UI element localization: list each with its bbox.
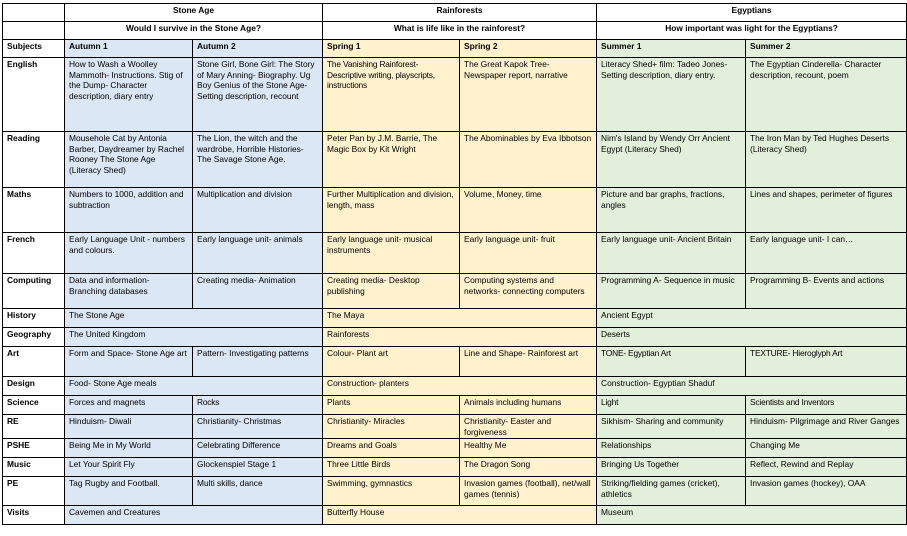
- cell-summer-2: The Egyptian Cinderella- Character description, recount, poem: [746, 58, 907, 132]
- subjects-header: Subjects: [3, 40, 65, 58]
- cell-summer-1: Bringing Us Together: [597, 458, 746, 477]
- cell-spring-1: Swimming, gymnastics: [323, 477, 460, 506]
- cell-summer-1: Nim's Island by Wendy Orr Ancient Egypt (Literacy Shed): [597, 132, 746, 188]
- cell-spring-1: Peter Pan by J.M. Barrie, The Magic Box by Kit Wright: [323, 132, 460, 188]
- cell-autumn: Food- Stone Age meals: [65, 377, 323, 396]
- subject-label: Geography: [3, 328, 65, 347]
- subject-label: French: [3, 233, 65, 274]
- row-music: [3, 458, 907, 477]
- cell-spring: Construction- planters: [323, 377, 597, 396]
- cell-summer-2: TEXTURE- Hieroglyph Art: [746, 347, 907, 377]
- cell-summer-2: Reflect, Rewind and Replay: [746, 458, 907, 477]
- cell-summer-2: Changing Me: [746, 439, 907, 458]
- cell-summer-2: Hinduism- Pilgrimage and River Ganges: [746, 415, 907, 439]
- cell-autumn-1: Being Me in My World: [65, 439, 193, 458]
- cell-autumn-2: Glockenspiel Stage 1: [193, 458, 323, 477]
- cell-autumn-2: Rocks: [193, 396, 323, 415]
- cell-spring-2: Animals including humans: [460, 396, 597, 415]
- cell-spring: The Maya: [323, 309, 597, 328]
- terms-row: [3, 40, 907, 58]
- cell-spring-1: The Vanishing Rainforest- Descriptive writing, playscripts, instructions: [323, 58, 460, 132]
- cell-spring: Butterfly House: [323, 506, 597, 525]
- cell-spring: Rainforests: [323, 328, 597, 347]
- cell-spring-2: Line and Shape- Rainforest art: [460, 347, 597, 377]
- cell-spring-1: Creating media- Desktop publishing: [323, 274, 460, 309]
- subject-label: PE: [3, 477, 65, 506]
- term-summer-1: Summer 1: [597, 40, 746, 58]
- cell-autumn: Cavemen and Creatures: [65, 506, 323, 525]
- row-french: [3, 233, 907, 274]
- row-re: [3, 415, 907, 439]
- row-geography: [3, 328, 907, 347]
- row-pe: [3, 477, 907, 506]
- subject-label: History: [3, 309, 65, 328]
- cell-autumn-2: Multiplication and division: [193, 188, 323, 233]
- cell-spring-1: Further Multiplication and division, length, mass: [323, 188, 460, 233]
- cell-summer-1: Early language unit- Ancient Britain: [597, 233, 746, 274]
- topic-row: [3, 4, 907, 22]
- row-reading: [3, 132, 907, 188]
- cell-spring-1: Plants: [323, 396, 460, 415]
- subject-label: Reading: [3, 132, 65, 188]
- cell-autumn: The Stone Age: [65, 309, 323, 328]
- subject-label: Computing: [3, 274, 65, 309]
- cell-summer: Museum: [597, 506, 907, 525]
- subject-label: Art: [3, 347, 65, 377]
- corner-cell: [3, 4, 65, 22]
- subject-label: PSHE: [3, 439, 65, 458]
- term-autumn-1: Autumn 1: [65, 40, 193, 58]
- cell-autumn-2: Pattern- Investigating patterns: [193, 347, 323, 377]
- cell-summer-1: Sikhism- Sharing and community: [597, 415, 746, 439]
- cell-autumn-2: Creating media- Animation: [193, 274, 323, 309]
- row-science: [3, 396, 907, 415]
- cell-autumn-2: Stone Girl, Bone Girl: The Story of Mary Anning- Biography. Ug Boy Genius of the Stone Age- Setting description, recount: [193, 58, 323, 132]
- subject-label: Design: [3, 377, 65, 396]
- cell-autumn-2: Multi skills, dance: [193, 477, 323, 506]
- cell-autumn-2: Early language unit- animals: [193, 233, 323, 274]
- curriculum-table: [2, 3, 907, 525]
- row-pshe: [3, 439, 907, 458]
- row-design: [3, 377, 907, 396]
- cell-autumn-2: Celebrating Difference: [193, 439, 323, 458]
- cell-autumn-1: Forces and magnets: [65, 396, 193, 415]
- cell-autumn-1: Early Language Unit - numbers and colours.: [65, 233, 193, 274]
- cell-autumn-2: The Lion, the witch and the wardrobe, Horrible Histories- The Savage Stone Age.: [193, 132, 323, 188]
- row-maths: [3, 188, 907, 233]
- topic-egyptians: Egyptians: [597, 4, 907, 22]
- cell-spring-2: Volume, Money, time: [460, 188, 597, 233]
- question-autumn: Would I survive in the Stone Age?: [65, 22, 323, 40]
- topic-rainforests: Rainforests: [323, 4, 597, 22]
- cell-summer: Ancient Egypt: [597, 309, 907, 328]
- cell-summer-1: Relationships: [597, 439, 746, 458]
- cell-spring-2: Christianity- Easter and forgiveness: [460, 415, 597, 439]
- term-spring-1: Spring 1: [323, 40, 460, 58]
- row-english: [3, 58, 907, 132]
- cell-autumn-1: Tag Rugby and Football.: [65, 477, 193, 506]
- question-summer: How important was light for the Egyptians?: [597, 22, 907, 40]
- cell-autumn-2: Christianity- Christmas: [193, 415, 323, 439]
- question-spring: What is life like in the rainforest?: [323, 22, 597, 40]
- cell-autumn-1: Data and information- Branching databases: [65, 274, 193, 309]
- question-row: [3, 22, 907, 40]
- subject-label: RE: [3, 415, 65, 439]
- cell-summer-1: Picture and bar graphs, fractions, angles: [597, 188, 746, 233]
- cell-spring-2: The Abominables by Eva Ibbotson: [460, 132, 597, 188]
- cell-summer-2: Scientists and Inventors: [746, 396, 907, 415]
- subject-label: Maths: [3, 188, 65, 233]
- term-summer-2: Summer 2: [746, 40, 907, 58]
- cell-summer-2: Lines and shapes, perimeter of figures: [746, 188, 907, 233]
- cell-autumn-1: Hinduism- Diwali: [65, 415, 193, 439]
- topic-stone-age: Stone Age: [65, 4, 323, 22]
- term-autumn-2: Autumn 2: [193, 40, 323, 58]
- cell-summer-2: Programming B- Events and actions: [746, 274, 907, 309]
- cell-spring-1: Dreams and Goals: [323, 439, 460, 458]
- row-history: [3, 309, 907, 328]
- cell-autumn-1: Numbers to 1000, addition and subtraction: [65, 188, 193, 233]
- subject-label: Science: [3, 396, 65, 415]
- cell-summer-1: Light: [597, 396, 746, 415]
- cell-spring-2: Early language unit- fruit: [460, 233, 597, 274]
- cell-spring-2: Invasion games (football), net/wall games (tennis): [460, 477, 597, 506]
- cell-spring-2: The Dragon Song: [460, 458, 597, 477]
- cell-spring-2: The Great Kapok Tree- Newspaper report, narrative: [460, 58, 597, 132]
- cell-autumn: The United Kingdom: [65, 328, 323, 347]
- term-spring-2: Spring 2: [460, 40, 597, 58]
- cell-summer-1: TONE- Egyptian Art: [597, 347, 746, 377]
- cell-autumn-1: Let Your Spirit Fly: [65, 458, 193, 477]
- cell-spring-2: Computing systems and networks- connecting computers: [460, 274, 597, 309]
- subject-label: Music: [3, 458, 65, 477]
- cell-spring-2: Healthy Me: [460, 439, 597, 458]
- cell-spring-1: Christianity- Miracles: [323, 415, 460, 439]
- cell-summer: Construction- Egyptian Shaduf: [597, 377, 907, 396]
- cell-spring-1: Colour- Plant art: [323, 347, 460, 377]
- cell-autumn-1: Form and Space- Stone Age art: [65, 347, 193, 377]
- cell-summer-2: The Iron Man by Ted Hughes Deserts (Literacy Shed): [746, 132, 907, 188]
- subject-label: English: [3, 58, 65, 132]
- cell-autumn-1: Mousehole Cat by Antonia Barber, Daydreamer by Rachel Rooney The Stone Age (Literacy Shed): [65, 132, 193, 188]
- cell-summer-1: Literacy Shed+ film: Tadeo Jones- Setting description, diary entry.: [597, 58, 746, 132]
- subject-label: Visits: [3, 506, 65, 525]
- row-visits: [3, 506, 907, 525]
- cell-spring-1: Early language unit- musical instruments: [323, 233, 460, 274]
- row-art: [3, 347, 907, 377]
- cell-summer-2: Invasion games (hockey), OAA: [746, 477, 907, 506]
- corner-cell: [3, 22, 65, 40]
- cell-summer-1: Striking/fielding games (cricket), athletics: [597, 477, 746, 506]
- cell-spring-1: Three Little Birds: [323, 458, 460, 477]
- cell-summer-1: Programming A- Sequence in music: [597, 274, 746, 309]
- cell-summer-2: Early language unit- I can…: [746, 233, 907, 274]
- cell-summer: Deserts: [597, 328, 907, 347]
- row-computing: [3, 274, 907, 309]
- cell-autumn-1: How to Wash a Woolley Mammoth- Instructions. Stig of the Dump- Character description, diary entry: [65, 58, 193, 132]
